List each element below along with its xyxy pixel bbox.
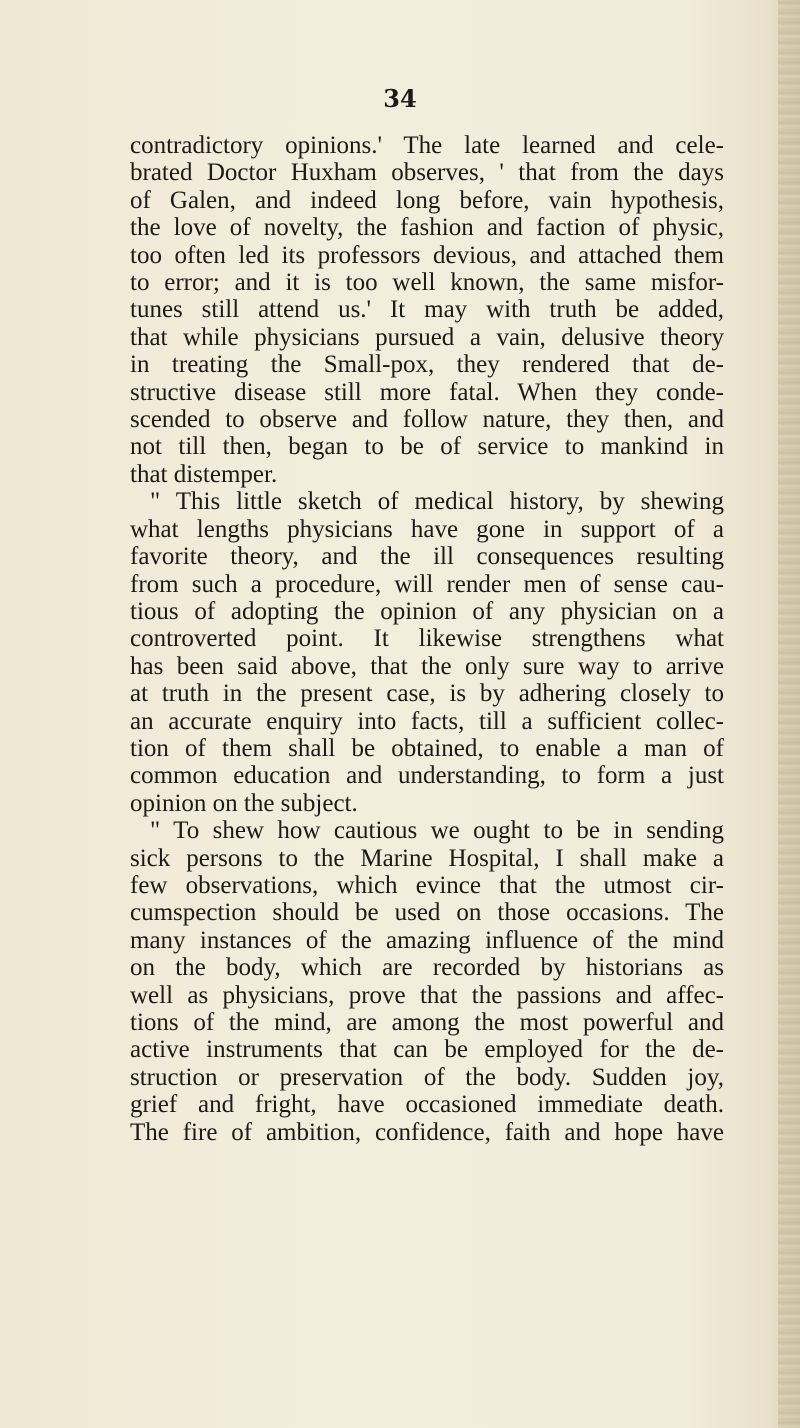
text-line: of Galen, and indeed long before, vain hypothesis, xyxy=(130,186,724,214)
text-line: controverted point. It likewise strengthens what xyxy=(130,625,724,653)
text-line: to error; and it is too well known, the same misfor- xyxy=(130,269,724,297)
text-line: contradictory opinions.' The late learned and cele- xyxy=(130,132,724,159)
text-line: struction or preservation of the body. Sudden joy, xyxy=(130,1063,724,1091)
text-line: what lengths physicians have gone in support of a xyxy=(130,515,724,543)
text-line: that distemper. xyxy=(130,460,278,488)
text-line: active instruments that can be employed for the de- xyxy=(130,1036,724,1064)
text-line: few observations, which evince that the utmost cir- xyxy=(130,871,724,899)
text-line: has been said above, that the only sure way to arrive xyxy=(130,652,724,680)
text-line: sick persons to the Marine Hospital, I shall make a xyxy=(130,844,724,872)
text-line: many instances of the amazing influence of the mind xyxy=(130,926,724,954)
text-line: in treating the Small-pox, they rendered that de- xyxy=(130,351,724,379)
page-edge-shadow xyxy=(778,0,800,1428)
text-line: " To shew how cautious we ought to be in sending xyxy=(150,817,724,845)
text-line: that while physicians pursued a vain, delusive theory xyxy=(130,323,724,351)
text-line: tious of adopting the opinion of any physician on a xyxy=(130,597,724,625)
text-line: too often led its professors devious, and attached them xyxy=(130,241,724,269)
page-number: 34 xyxy=(383,84,417,113)
text-line: opinion on the subject. xyxy=(130,789,358,817)
text-line: scended to observe and follow nature, they then, and xyxy=(130,406,724,434)
text-line: common education and understanding, to form a just xyxy=(130,762,724,790)
text-line: structive disease still more fatal. When they conde- xyxy=(130,378,724,406)
text-line: from such a procedure, will render men of sense cau- xyxy=(130,570,724,598)
text-line: an accurate enquiry into facts, till a sufficient collec- xyxy=(130,707,724,735)
body-text xyxy=(130,132,724,1146)
text-line: favorite theory, and the ill consequences resulting xyxy=(130,543,724,571)
text-line: on the body, which are recorded by historians as xyxy=(130,954,724,982)
text-line: brated Doctor Huxham observes, ' that from the days xyxy=(130,159,724,187)
text-line: tions of the mind, are among the most powerful and xyxy=(130,1009,724,1036)
text-line: grief and fright, have occasioned immediate death. xyxy=(130,1091,724,1119)
text-line: well as physicians, prove that the passions and affec- xyxy=(130,981,724,1009)
text-line: at truth in the present case, is by adhering closely to xyxy=(130,680,724,708)
text-line: cumspection should be used on those occasions. The xyxy=(130,899,724,927)
text-line: The fire of ambition, confidence, faith and hope have xyxy=(130,1118,724,1146)
text-line: the love of novelty, the fashion and faction of physic, xyxy=(130,214,724,242)
text-line: tion of them shall be obtained, to enable a man of xyxy=(130,734,724,762)
text-line: " This little sketch of medical history, by shewing xyxy=(150,488,724,516)
text-line: not till then, began to be of service to mankind in xyxy=(130,433,724,461)
text-line: tunes still attend us.' It may with truth be added, xyxy=(130,296,724,324)
